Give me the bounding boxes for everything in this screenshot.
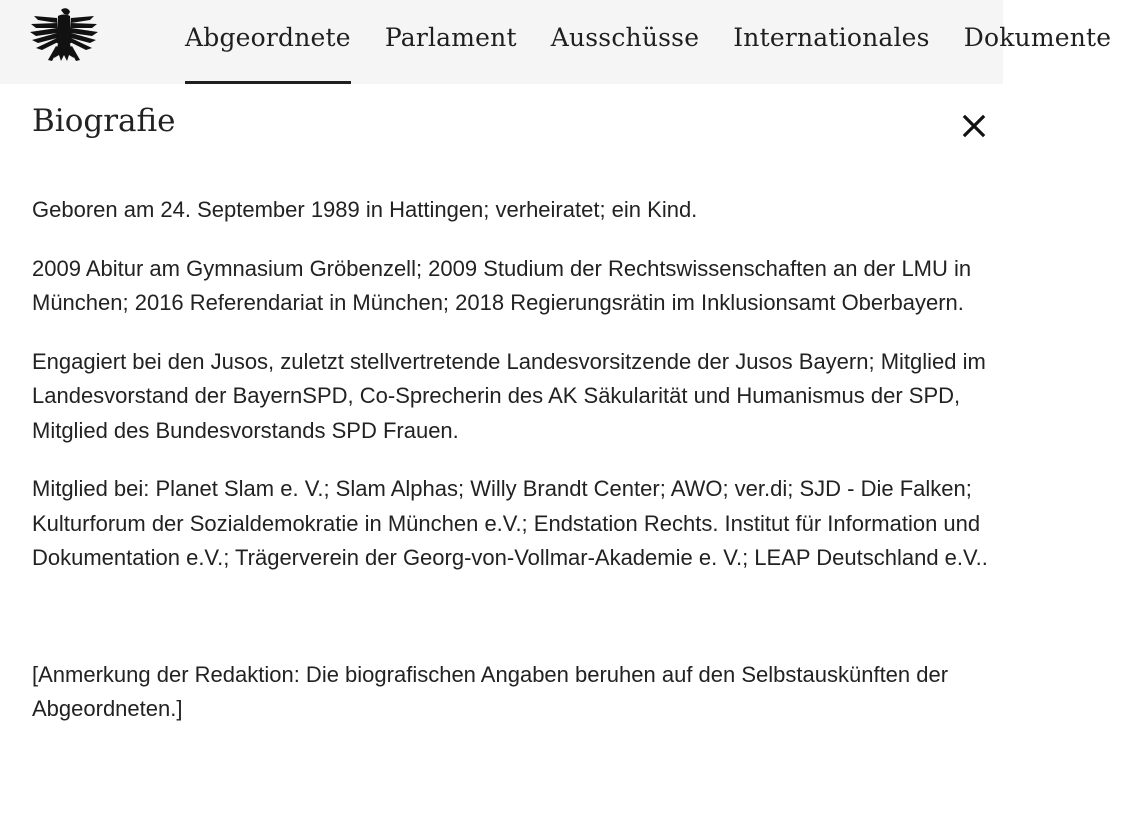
bio-paragraph-education: 2009 Abitur am Gymnasium Gröbenzell; 2009 Studium der Rechtswissenschaften an der LMU in München; 2016 Referendariat in München; 2018 Regierungsrätin im Inklusionsamt Oberbayern.: [32, 255, 972, 315]
bio-paragraph-memberships: Mitglied bei: Planet Slam e. V.; Slam Alphas; Willy Brandt Center; AWO; ver.di; SJD - Die Falken; Kulturforum der Sozialdemokratie in München e.V.; Endstation Rechts. Institut für Information und Dokumentation e.V.; Trägerverein der Georg-von-Vollmar-Akademie e. V.; LEAP Deutschland e.V..: [32, 476, 988, 570]
bio-paragraph-birth: Geboren am 24. September 1989 in Hattingen; verheiratet; ein Kind.: [32, 197, 698, 222]
bio-paragraph-engagement: Engagiert bei den Jusos, zuletzt stellvertretende Landesvorsitzende der Jusos Bayern; Mitglied im Landesvorstand der BayernSPD, Co-Sprecherin des AK Säkularität und Humanismus der SPD, Mitglied des Bundesvorstands SPD Frauen.: [32, 348, 986, 443]
top-navigation-bar: [0, 0, 1112, 84]
panel-title: Biografie: [32, 103, 176, 139]
close-icon[interactable]: [958, 110, 990, 142]
nav-item-parlament[interactable]: Parlament: [384, 23, 517, 52]
nav-item-ausschuesse[interactable]: Ausschüsse: [550, 23, 700, 52]
nav-item-abgeordnete[interactable]: Abgeordnete: [185, 0, 351, 61]
editorial-note: [Anmerkung der Redaktion: Die biografischen Angaben beruhen auf den Selbstauskünften der Abgeordneten.]: [32, 661, 949, 721]
bundesadler-icon[interactable]: [28, 6, 100, 68]
nav-item-dokumente[interactable]: Dokumente: [963, 23, 1112, 52]
biography-text: [32, 193, 992, 751]
main-navigation: [185, 0, 1145, 84]
nav-item-internationales[interactable]: Internationales: [733, 23, 930, 52]
